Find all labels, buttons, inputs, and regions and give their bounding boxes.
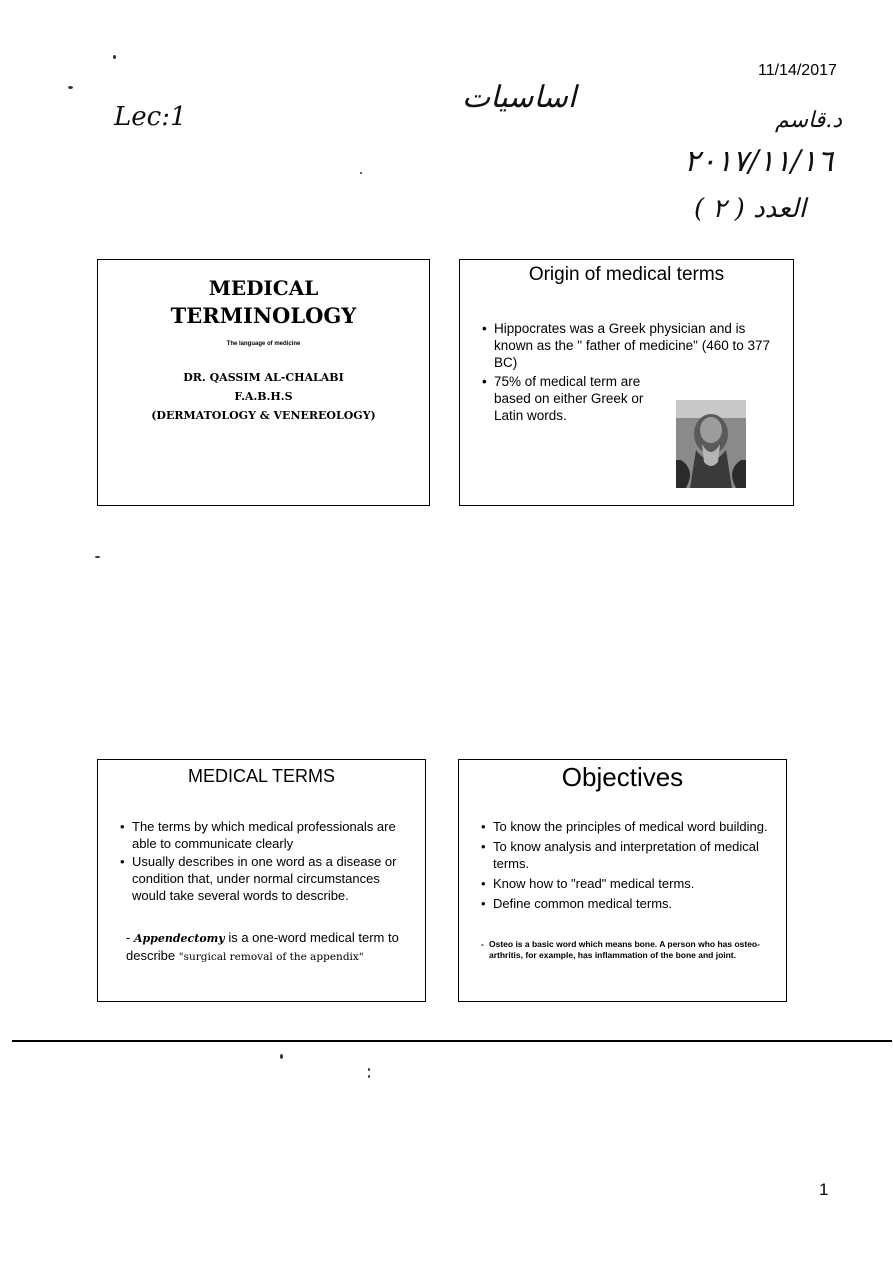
slide-origin-title: Origin of medical terms — [528, 264, 725, 285]
slide-medical-terms-bullets — [118, 818, 411, 904]
slide-title — [97, 259, 430, 506]
example-middle: is a one-word medical term to describe — [126, 930, 399, 963]
example-prefix: - — [126, 930, 134, 945]
page-date: 11/14/2017 — [758, 62, 837, 79]
scan-speck — [360, 172, 362, 174]
hippocrates-portrait — [676, 400, 746, 488]
slide-medical-terms-title: MEDICAL TERMS — [187, 766, 336, 786]
page-number: 1 — [819, 1180, 829, 1199]
slide-title-heading-line2: TERMINOLOGY — [170, 303, 357, 328]
scan-speck — [95, 556, 100, 558]
scan-speck — [280, 1054, 283, 1059]
slide-objectives — [458, 759, 787, 1002]
example-quote: "surgical removal of the appendix" — [178, 951, 364, 963]
list-item: • Know how to "read" medical terms. — [479, 875, 772, 892]
handwritten-lecture-note: Lec:1 — [114, 102, 187, 132]
slide-objectives-sub-note — [481, 939, 770, 961]
handwritten-issue-number: العدد ( ٢ ) — [694, 194, 806, 224]
list-item: • The terms by which medical professionals are able to communicate clearly — [118, 818, 411, 852]
page-divider — [12, 1040, 892, 1042]
handwritten-date: ٢٠١٧/١١/١٦ — [684, 144, 834, 179]
slide-title-specialty: (DERMATOLOGY & VENEREOLOGY) — [151, 409, 376, 422]
scan-speck — [113, 55, 116, 59]
handwritten-author-name: د.قاسم — [775, 108, 843, 133]
list-item: • Define common medical terms. — [479, 895, 772, 912]
list-item: • Hippocrates was a Greek physician and is known as the " father of medicine" (460 to 377 BC) — [480, 320, 775, 371]
slide-origin — [459, 259, 794, 506]
slide-title-credential: F.A.B.H.S — [234, 390, 293, 403]
slide-medical-terms-example — [126, 929, 411, 966]
list-item: • Usually describes in one word as a disease or condition that, under normal circumstances would take several words to describe. — [118, 853, 411, 904]
slide-title-heading-line1: MEDICAL — [208, 276, 319, 300]
handwritten-title-note: اساسيات — [462, 80, 577, 115]
list-item: • To know analysis and interpretation of medical terms. — [479, 838, 772, 872]
scan-speck — [68, 86, 73, 89]
slide-medical-terms — [97, 759, 426, 1002]
slide-title-subtitle: The language of medicine — [226, 341, 301, 347]
slide-objectives-title: Objectives — [561, 762, 684, 792]
list-item: • 75% of medical term are based on either Greek or Latin words. — [480, 373, 775, 424]
scan-speck — [368, 1075, 370, 1078]
sub-note-text: Osteo is a basic word which means bone. A person who has osteo-arthritis, for example, has inflammation of the bone and joint. — [489, 939, 760, 960]
slide-title-author: DR. QASSIM AL-CHALABI — [183, 371, 344, 384]
example-term: Appendectomy — [133, 932, 225, 945]
list-item: • To know the principles of medical word building. — [479, 818, 772, 835]
portrait-image — [676, 400, 746, 488]
slide-objectives-bullets — [479, 818, 772, 912]
scan-speck — [368, 1068, 370, 1071]
sub-note-dash: - — [481, 939, 484, 949]
